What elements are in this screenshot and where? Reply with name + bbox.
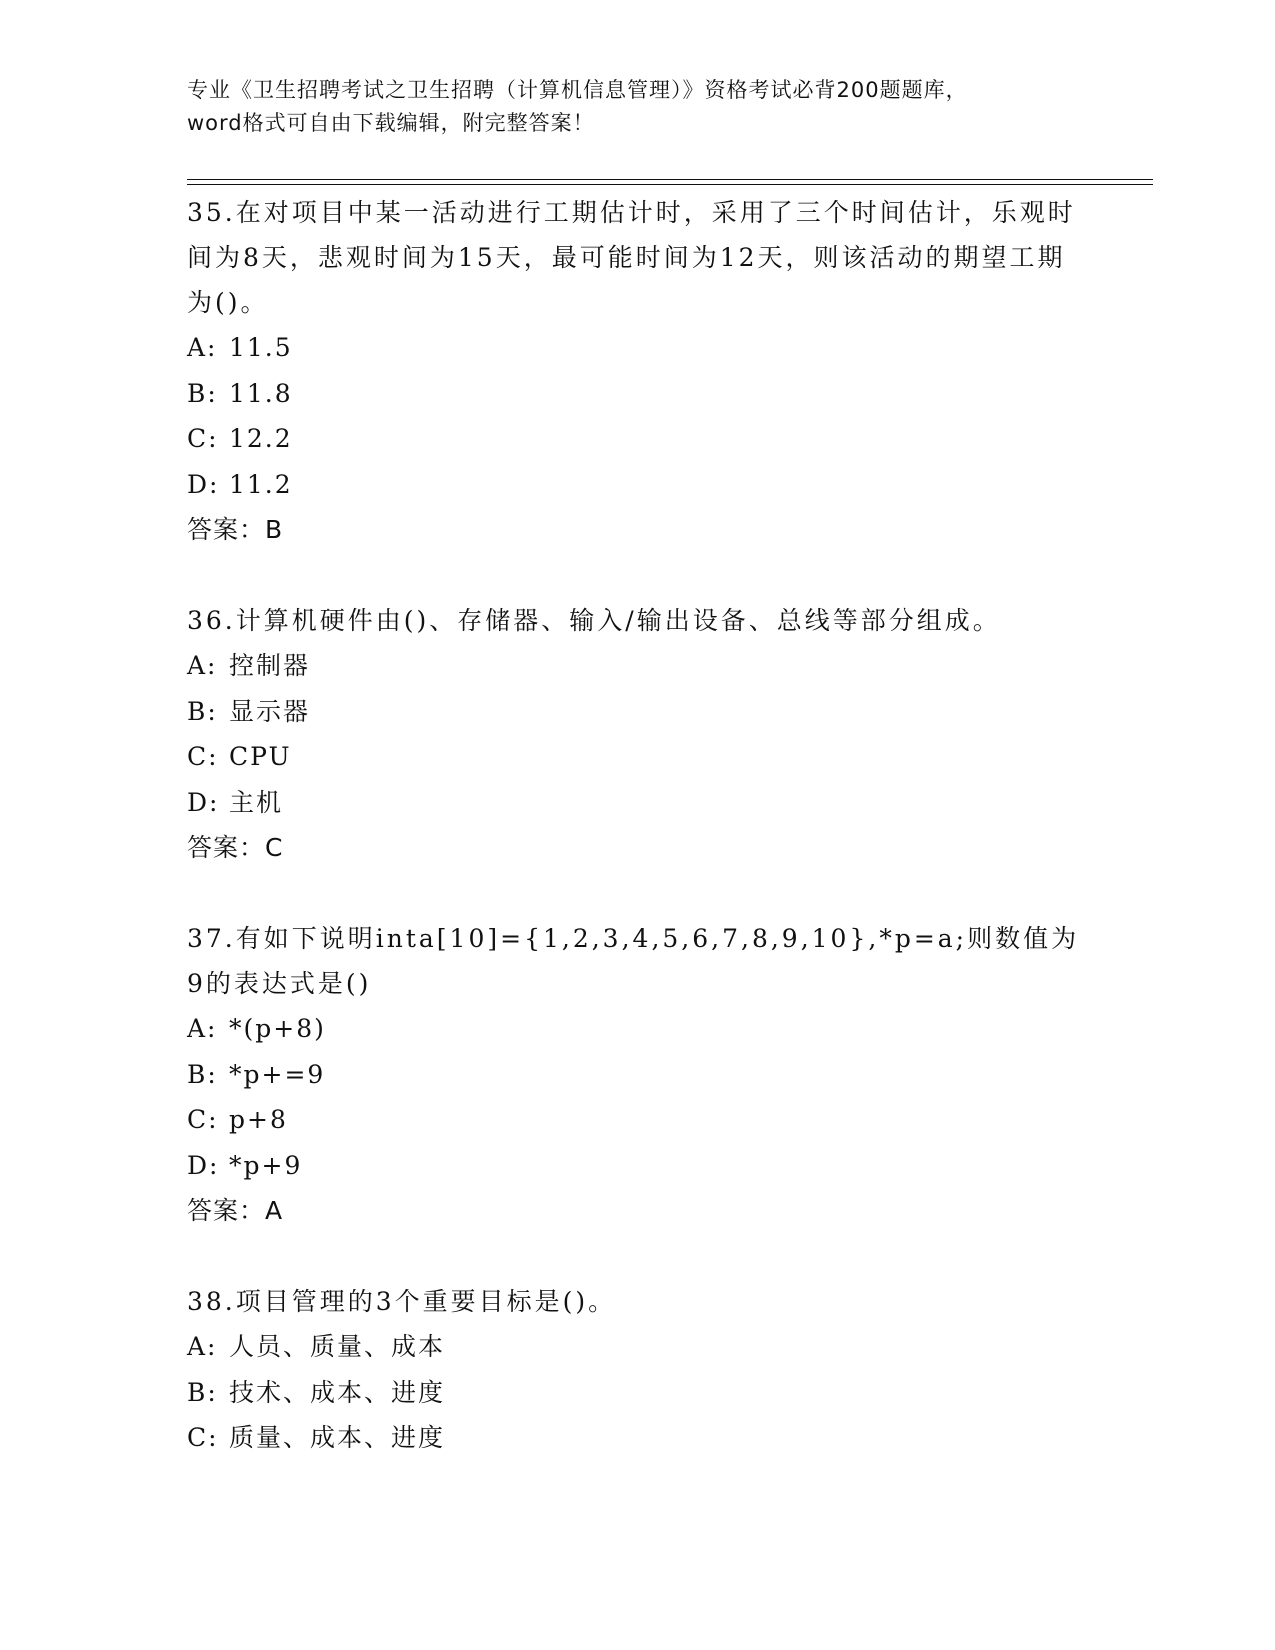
option-letter: C: xyxy=(187,1105,219,1134)
option-text: 控制器 xyxy=(229,651,311,680)
question-37 xyxy=(187,916,1087,1234)
option-text: *p+=9 xyxy=(229,1059,326,1089)
option-letter: B: xyxy=(187,378,218,408)
option-text: 显示器 xyxy=(229,696,311,726)
option-c xyxy=(187,1415,1087,1461)
option-text: 主机 xyxy=(229,787,284,817)
question-text: 35.在对项目中某一活动进行工期估计时，采用了三个时间估计，乐观时间为8天，悲观时间为15天，最可能时间为12天，则该活动的期望工期为()。 xyxy=(187,198,1076,317)
option-b xyxy=(187,1052,1087,1098)
option-c xyxy=(187,416,1087,462)
option-d xyxy=(187,1143,1087,1189)
option-text: CPU xyxy=(229,742,292,771)
option-text: 11.8 xyxy=(229,378,293,408)
question-text: 38.项目管理的3个重要目标是()。 xyxy=(187,1287,617,1316)
option-letter: A: xyxy=(187,1014,218,1043)
option-c xyxy=(187,1097,1087,1143)
option-text: 人员、质量、成本 xyxy=(229,1332,446,1361)
answer: 答案：C xyxy=(187,833,284,862)
option-letter: C: xyxy=(187,424,219,453)
option-text: 质量、成本、进度 xyxy=(229,1423,446,1452)
option-letter: B: xyxy=(187,1377,218,1407)
option-letter: A: xyxy=(187,1332,218,1361)
option-a xyxy=(187,325,1087,371)
option-c xyxy=(187,734,1087,780)
header-divider-top xyxy=(187,179,1153,180)
question-36 xyxy=(187,598,1087,871)
question-text: 36.计算机硬件由()、存储器、输入/输出设备、总线等部分组成。 xyxy=(187,606,1001,635)
question-35 xyxy=(187,190,1087,553)
option-letter: C: xyxy=(187,1423,219,1452)
option-text: 11.2 xyxy=(229,469,293,499)
option-text: *(p+8) xyxy=(229,1014,326,1043)
option-a xyxy=(187,1006,1087,1052)
option-letter: B: xyxy=(187,1059,218,1089)
option-d xyxy=(187,462,1087,508)
option-letter: B: xyxy=(187,696,218,726)
option-a xyxy=(187,643,1087,689)
option-letter: C: xyxy=(187,742,219,771)
question-text: 37.有如下说明inta[10]={1,2,3,4,5,6,7,8,9,10},*p=a;则数值为9的表达式是() xyxy=(187,924,1080,998)
option-a xyxy=(187,1324,1087,1370)
option-text: *p+9 xyxy=(229,1150,303,1180)
option-text: 技术、成本、进度 xyxy=(229,1377,446,1407)
option-b xyxy=(187,689,1087,735)
option-text: 12.2 xyxy=(229,424,293,453)
header-line-1: 专业《卫生招聘考试之卫生招聘（计算机信息管理）》资格考试必背200题题库， xyxy=(187,78,968,102)
option-letter: D: xyxy=(187,787,220,817)
option-b xyxy=(187,371,1087,417)
option-d xyxy=(187,780,1087,826)
option-letter: A: xyxy=(187,333,218,362)
option-letter: A: xyxy=(187,651,218,680)
option-text: 11.5 xyxy=(229,333,293,362)
header-line-2: word格式可自由下载编辑，附完整答案！ xyxy=(187,111,595,135)
option-text: p+8 xyxy=(229,1105,288,1134)
page-header xyxy=(187,74,1087,140)
header-divider-bottom xyxy=(187,184,1153,185)
answer: 答案：B xyxy=(187,515,284,544)
option-letter: D: xyxy=(187,469,220,499)
option-letter: D: xyxy=(187,1150,220,1180)
question-list xyxy=(187,190,1087,1506)
option-b xyxy=(187,1370,1087,1416)
answer: 答案：A xyxy=(187,1196,284,1225)
question-38 xyxy=(187,1279,1087,1461)
